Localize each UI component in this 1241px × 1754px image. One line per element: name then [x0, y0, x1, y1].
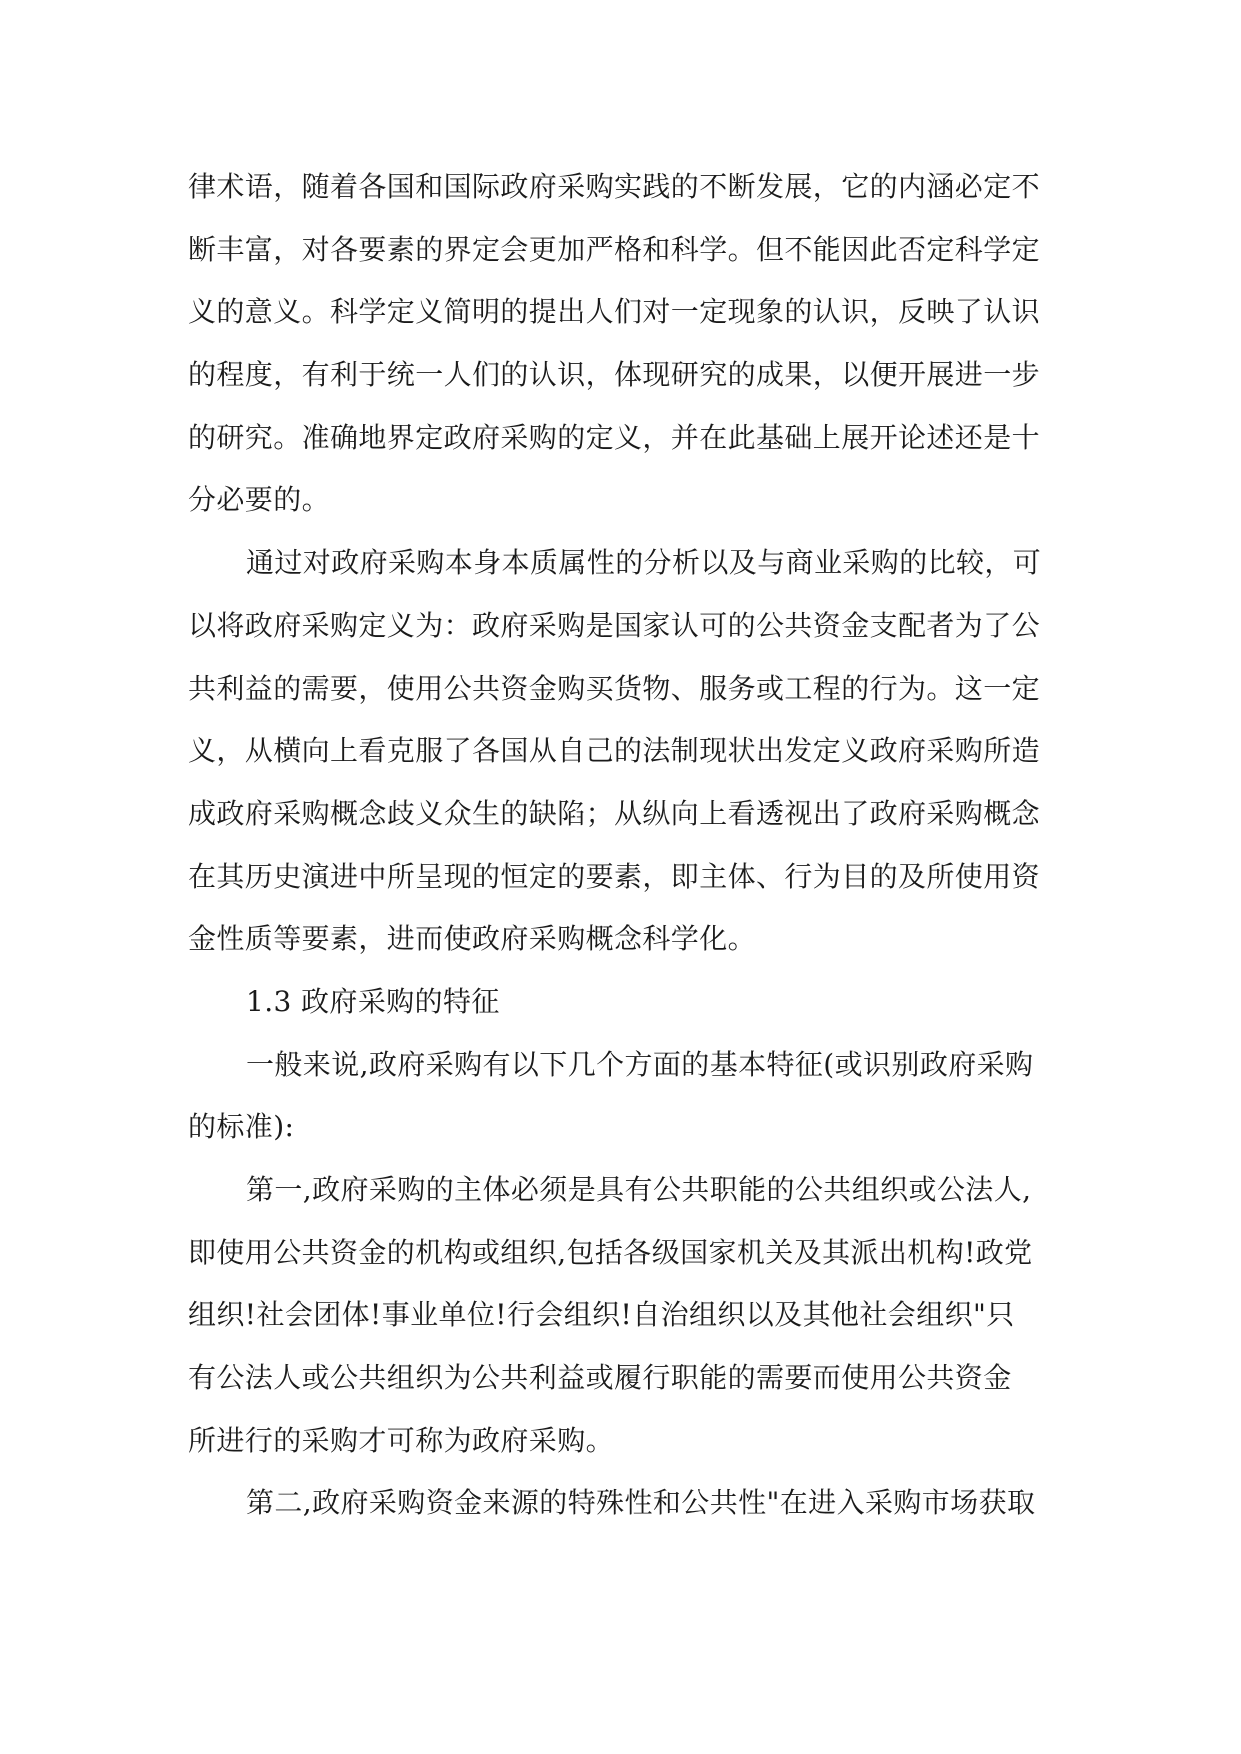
text-line: 成政府采购概念歧义众生的缺陷；从纵向上看透视出了政府采购概念	[188, 796, 1041, 830]
text-line: 以将政府采购定义为：政府采购是国家认可的公共资金支配者为了公	[188, 608, 1041, 642]
paragraph-first-line: 第一,政府采购的主体必须是具有公共职能的公共组织或公法人,	[246, 1173, 1032, 1206]
text-line: 在其历史演进中所呈现的恒定的要素，即主体、行为目的及所使用资	[188, 859, 1041, 893]
text-line: 断丰富，对各要素的界定会更加严格和科学。但不能因此否定科学定	[188, 232, 1041, 266]
paragraph-first-line: 第二,政府采购资金来源的特殊性和公共性"在进入采购市场获取	[246, 1486, 1036, 1520]
text-line: 的研究。准确地界定政府采购的定义，并在此基础上展开论述还是十	[188, 420, 1041, 454]
text-line: 的标准):	[188, 1110, 295, 1144]
text-line: 金性质等要素，进而使政府采购概念科学化。	[188, 922, 757, 956]
text-line: 所进行的采购才可称为政府采购。	[188, 1423, 615, 1457]
text-line: 义，从横向上看克服了各国从自己的法制现状出发定义政府采购所造	[188, 734, 1041, 768]
text-line: 分必要的。	[188, 483, 331, 517]
text-line: 共利益的需要，使用公共资金购买货物、服务或工程的行为。这一定	[188, 671, 1041, 705]
text-line: 即使用公共资金的机构或组织,包括各级国家机关及其派出机构!政党	[188, 1235, 1033, 1269]
paragraph-first-line: 通过对政府采购本身本质属性的分析以及与商业采购的比较，可	[246, 546, 1042, 580]
text-line: 律术语，随着各国和国际政府采购实践的不断发展，它的内涵必定不	[188, 170, 1041, 203]
text-line: 义的意义。科学定义简明的提出人们对一定现象的认识，反映了认识	[188, 295, 1041, 329]
text-line: 的程度，有利于统一人们的认识，体现研究的成果，以便开展进一步	[188, 358, 1041, 392]
text-line: 有公法人或公共组织为公共利益或履行职能的需要而使用公共资金	[188, 1361, 1012, 1395]
paragraph-first-line: 一般来说,政府采购有以下几个方面的基本特征(或识别政府采购	[246, 1047, 1034, 1081]
text-line: 组织!社会团体!事业单位!行会组织!自治组织以及其他社会组织"只	[188, 1298, 1015, 1332]
body-text	[188, 156, 1068, 1535]
section-heading: 1.3 政府采购的特征	[246, 984, 500, 1018]
